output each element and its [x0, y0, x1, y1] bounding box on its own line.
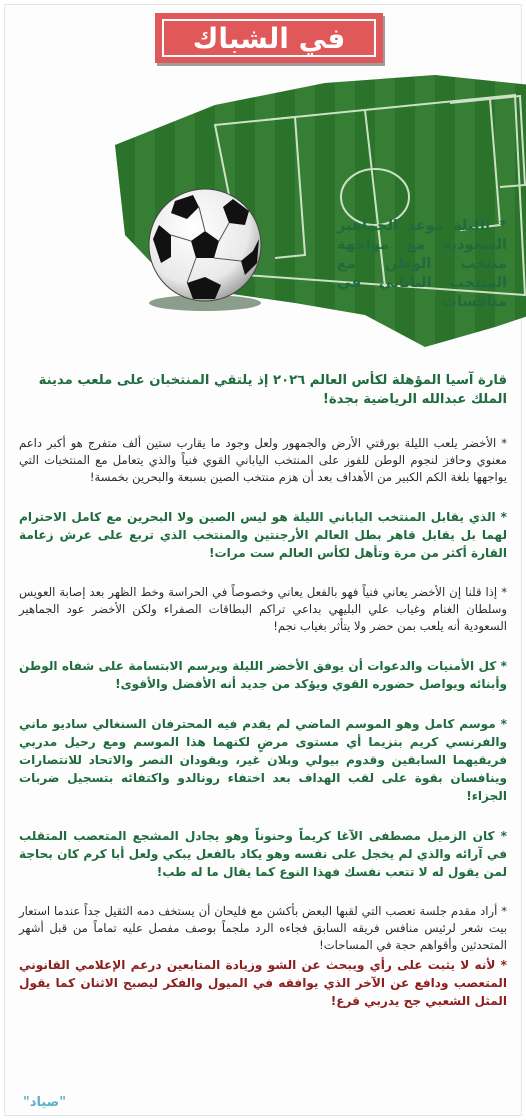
author-signature: "صياد" [23, 1095, 66, 1110]
paragraph: * موسم كامل وهو الموسم الماضي لم يقدم فيه المحترفان السنغالي ساديو ماني والفرنسي كريم بنزيما أي مستوى مرضٍ لكنهما هذا الموسم ومع رحيل مدربي فريقيهما السابقين وقدوم بيولي وبلان غير، ويقودان النصر والاتحاد للانتصارات وينافسان بقوة على لقب الهداف بعد اختفاء رونالدو واكتفائه بتسجيل ضربات الجزاء! [19, 717, 507, 803]
paragraph: * إذا قلنا إن الأخضر يعاني فنياً فهو بالفعل يعاني وخصوصاً في الحراسة وخط الظهر بعد إصابة العويس وسلطان الغنام وغياب علي البليهي بداعي تراكم البطاقات الصفراء ولكن الأخضر عود الجماهير السعودية أنه يلعب بمن حضر ولا يتأثر بغياب نجم! [19, 585, 507, 633]
paragraph: * كل الأمنيات والدعوات أن يوفق الأخضر الليلة ويرسم الابتسامة على شفاه الوطن وأبنائه ويواصل حضوره القوي ويؤكد من جديد أنه الأفضل والأقوى! [19, 659, 507, 691]
column-page [4, 4, 522, 1116]
paragraph: * أراد مقدم جلسة تعصب التي لقبها البعض بأكشن مع فليحان أن يستخف دمه الثقيل جداً عندما استعار بيت شعر لرئيس منافس فريقه السابق فجاءه الرد ملجماً بوصف مفصل عليه تماماً من قبل أشهر المتحدثين وأقواهم حجة في المساحات! [19, 904, 507, 952]
headline-lead: * الليلة موعد الجماهير السعودية مع مواجهة منتخب الوطن مع المنتخب الياباني في منافسات [337, 218, 507, 310]
paragraph: * كان الزميل مصطفى الآغا كريماً وحنوناً وهو يجادل المشجع المتعصب المتقلب في آرائه والذي لم يخجل على نفسه وهو يكاد بالفعل يبكي ولعل أبا كرم كان بحاجة لمن يقول له لا تتعب نفسك فهذا النوع كما يقال ما له طب! [19, 829, 507, 879]
paragraph: * لأنه لا يثبت على رأي ويبحث عن الشو وزيادة المتابعين درعم الإعلامي القانوني المتعصب ودافع عن الآخر الذي يوافقه في الميول والفكر ليصبح الاثنان كما يقول المثل الشعبي جح يدربي قرع! [19, 958, 507, 1008]
column-title: في الشباك [162, 19, 376, 57]
paragraph: * الأخضر يلعب الليلة بورقتي الأرض والجمهور ولعل وجود ما يقارب ستين ألف متفرج هو أكبر داعم معنوي وحافز لنجوم الوطن للفوز على المنتخب الياباني القوي فنياً والذي يتعامل مع المنتخبات التي يواجهها بلغة الكم الكبير من الأهداف بعد أن هزم منتخب الصين بسبعة والبحرين بخمسة! [19, 436, 507, 484]
column-body [19, 435, 507, 1032]
headline-continuation: قارة آسيا المؤهلة لكأس العالم ٢٠٢٦ إذ يلتقي المنتخبان على ملعب مدينة الملك عبدالله الرياضية بجدة! [38, 373, 507, 407]
paragraph: * الذي يقابل المنتخب الياباني الليلة هو ليس الصين ولا البحرين مع كامل الاحترام لهما بل يقابل قاهر بطل العالم الأرجنتين والمنتخب الذي تربع على عرش زعامة القارة أكثر من مرة وتأهل لكأس العالم ست مرات! [19, 510, 507, 560]
column-title-banner [155, 13, 383, 63]
